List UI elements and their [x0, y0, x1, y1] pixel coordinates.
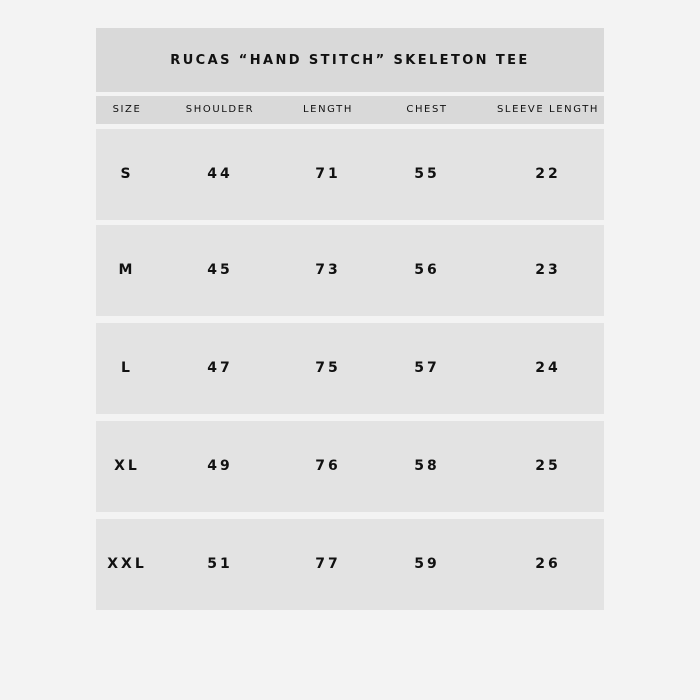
header-sleeve-length: SLEEVE LENGTH: [496, 104, 600, 115]
header-size: SIZE: [112, 104, 142, 115]
header-chest: CHEST: [406, 104, 448, 115]
sleeve-length-cell: 25: [535, 458, 561, 474]
size-cell: XL: [114, 458, 140, 474]
chest-cell: 58: [414, 458, 440, 474]
chest-cell: 55: [414, 166, 440, 182]
table-row-m: [96, 225, 604, 316]
shoulder-cell: 47: [207, 360, 233, 376]
sleeve-length-cell: 22: [535, 166, 561, 182]
length-cell: 71: [315, 166, 341, 182]
shoulder-cell: 49: [207, 458, 233, 474]
table-row-s: [96, 129, 604, 220]
table-row-xl: [96, 421, 604, 512]
table-header-row: [96, 96, 604, 124]
chest-cell: 59: [414, 556, 440, 572]
table-row-xxl: [96, 519, 604, 610]
size-cell: L: [121, 360, 133, 376]
chart-title: RUCAS “HAND STITCH” SKELETON TEE: [170, 52, 530, 68]
length-cell: 75: [315, 360, 341, 376]
table-row-l: [96, 323, 604, 414]
header-length: LENGTH: [303, 104, 353, 115]
sleeve-length-cell: 23: [535, 262, 561, 278]
sleeve-length-cell: 24: [535, 360, 561, 376]
shoulder-cell: 45: [207, 262, 233, 278]
length-cell: 77: [315, 556, 341, 572]
size-cell: M: [118, 262, 136, 278]
sleeve-length-cell: 26: [535, 556, 561, 572]
shoulder-cell: 44: [207, 166, 233, 182]
header-shoulder: SHOULDER: [185, 104, 255, 115]
chest-cell: 56: [414, 262, 440, 278]
length-cell: 73: [315, 262, 341, 278]
shoulder-cell: 51: [207, 556, 233, 572]
size-chart: [96, 28, 604, 610]
size-cell: XXL: [107, 556, 147, 572]
size-cell: S: [120, 166, 134, 182]
title-bar: [96, 28, 604, 92]
chest-cell: 57: [414, 360, 440, 376]
length-cell: 76: [315, 458, 341, 474]
